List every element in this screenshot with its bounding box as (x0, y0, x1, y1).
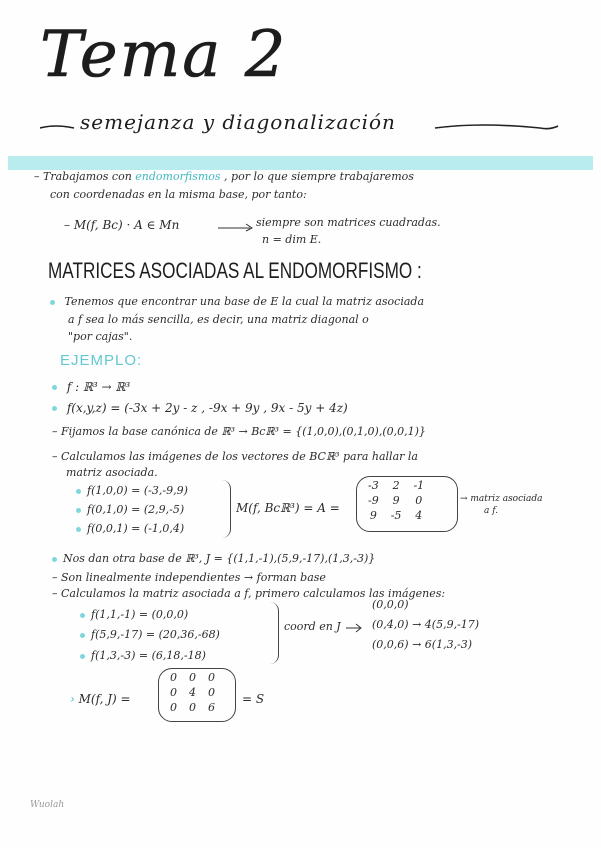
section-text-1: Tenemos que encontrar una base de E la cual la matriz asociada (64, 295, 425, 308)
section-line-1 (50, 295, 424, 308)
coord-2: (0,4,0) → 4(5,9,-17) (372, 618, 480, 631)
highlight-bar (8, 156, 593, 170)
example-fix-base: – Fijamos la base canónica de ℝ³ → Bcℝ³ = {(1,0,0),(0,1,0),(0,0,1)} (52, 425, 426, 438)
intro-text-pre: Trabajamos con (43, 170, 136, 183)
subtitle-text: semejanza y diagonalización (80, 110, 396, 134)
bullet-dot-icon (76, 527, 81, 532)
example-label: EJEMPLO: (60, 352, 143, 369)
matrix-j (164, 670, 221, 715)
matrix-j-cell: 0 (208, 671, 215, 684)
footer-watermark: Wuolah (30, 800, 65, 810)
matrix-j-cell: 0 (170, 671, 177, 684)
j-image-1-text: f(1,1,-1) = (0,0,0) (91, 608, 189, 621)
matrix-j-label-text: M(f, J) = (78, 692, 131, 706)
j-image-3-text: f(1,3,-3) = (6,18,-18) (91, 649, 206, 662)
matrix-a-cell: 0 (415, 494, 423, 507)
independence-text: Son linealmente independientes → forman base (61, 571, 326, 584)
coord-1: (0,0,0) (372, 598, 409, 611)
other-base-text: Nos dan otra base de ℝ³, J = {(1,1,-1),(5,9,-17),(1,3,-3)} (63, 552, 376, 565)
coord-3: (0,0,6) → 6(1,3,-3) (372, 638, 473, 651)
bullet-dot-icon (50, 300, 55, 305)
intro-text-post: , por lo que siempre trabajaremos (224, 170, 414, 183)
section-line-2: a f sea lo más sencilla, es decir, una matriz diagonal o (68, 313, 369, 326)
matrix-a-cell: -9 (368, 494, 379, 507)
image-2 (76, 503, 184, 516)
j-image-2 (80, 628, 220, 641)
arrow-icon (344, 623, 364, 633)
example-calc-2: matriz asociada. (66, 466, 158, 479)
example-map (52, 380, 130, 394)
formula-text: M(f, Bc) · A ∈ Mn (73, 218, 180, 232)
intro-line-1: – Trabajamos con endomorfismos , por lo que siempre trabajaremos (34, 170, 414, 183)
page-subtitle (40, 108, 560, 148)
calc-matrix: – Calculamos la matriz asociada a f, primero calculamos las imágenes: (52, 587, 446, 600)
image-3 (76, 522, 184, 535)
matrix-j-cell: 0 (208, 686, 215, 699)
intro-note-2: n = dim E. (262, 233, 322, 246)
bullet-dot-icon (76, 508, 81, 513)
bullet-dot-icon (80, 654, 85, 659)
bullet-dot-icon (76, 489, 81, 494)
matrix-a-label: M(f, Bcℝ³) = A = (236, 501, 340, 515)
fix-base-text: Fijamos la base canónica de ℝ³ → Bcℝ³ = {(1,0,0),(0,1,0),(0,0,1)} (61, 425, 426, 438)
arrow-icon (216, 222, 256, 232)
calc-matrix-text: Calculamos la matriz asociada a f, primero calculamos las imágenes: (61, 587, 446, 600)
intro-formula: – M(f, Bc) · A ∈ Mn (64, 218, 180, 232)
matrix-j-cell: 0 (170, 686, 177, 699)
matrix-j-cell: 0 (189, 701, 196, 714)
matrix-a-cell: -5 (390, 509, 402, 522)
bullet-dot-icon (52, 406, 57, 411)
image-1 (76, 484, 188, 497)
intro-highlight-term: endomorfismos (135, 170, 221, 183)
coord-label: coord en J (284, 620, 341, 633)
j-image-3 (80, 649, 206, 662)
image-1-text: f(1,0,0) = (-3,-9,9) (87, 484, 188, 497)
image-3-text: f(0,0,1) = (-1,0,4) (87, 522, 185, 535)
matrix-a-note-2: a f. (484, 506, 499, 516)
example-def-text: f(x,y,z) = (-3x + 2y - z , -9x + 9y , 9x - 5y + 4z) (66, 401, 348, 415)
brace-right (270, 602, 279, 664)
independence: – Son linealmente independientes → forman base (52, 571, 326, 584)
image-2-text: f(0,1,0) = (2,9,-5) (87, 503, 185, 516)
matrix-a-cell: 2 (392, 479, 400, 492)
other-base (52, 552, 375, 565)
section-heading: MATRICES ASOCIADAS AL ENDOMORFISMO : (48, 258, 422, 283)
bullet-dot-icon (52, 557, 57, 562)
intro-note-1: siempre son matrices cuadradas. (256, 216, 441, 229)
matrix-a-cell: 9 (392, 494, 400, 507)
matrix-a-note-1: → matriz asociada (460, 494, 543, 504)
brace-right (222, 480, 231, 538)
matrix-a (362, 478, 430, 523)
bullet-dot-icon (80, 613, 85, 618)
matrix-a-cell: 9 (369, 509, 377, 522)
matrix-j-cell: 0 (170, 701, 177, 714)
matrix-j-cell: 4 (189, 686, 196, 699)
matrix-a-cell: 4 (415, 509, 423, 522)
example-map-text: f : ℝ³ → ℝ³ (66, 380, 131, 394)
matrix-j-label: › M(f, J) = (70, 692, 131, 706)
page-title-text: Tema 2 (40, 18, 288, 92)
matrix-j-cell: 0 (189, 671, 196, 684)
bullet-dot-icon (52, 385, 57, 390)
page-title (40, 18, 560, 108)
j-image-1 (80, 608, 188, 621)
j-image-2-text: f(5,9,-17) = (20,36,-68) (91, 628, 220, 641)
matrix-j-suffix: = S (242, 692, 265, 706)
section-line-3: "por cajas". (68, 330, 133, 343)
matrix-a-cell: -1 (413, 479, 425, 492)
example-calc-1: – Calculamos las imágenes de los vectores de BCℝ³ para hallar la (52, 450, 418, 463)
matrix-j-cell: 6 (208, 701, 215, 714)
example-def (52, 401, 348, 415)
matrix-a-cell: -3 (368, 479, 379, 492)
bullet-dot-icon (80, 633, 85, 638)
calc1-text: Calculamos las imágenes de los vectores de BCℝ³ para hallar la (61, 450, 418, 463)
intro-line-2: con coordenadas en la misma base, por tanto: (50, 188, 307, 201)
